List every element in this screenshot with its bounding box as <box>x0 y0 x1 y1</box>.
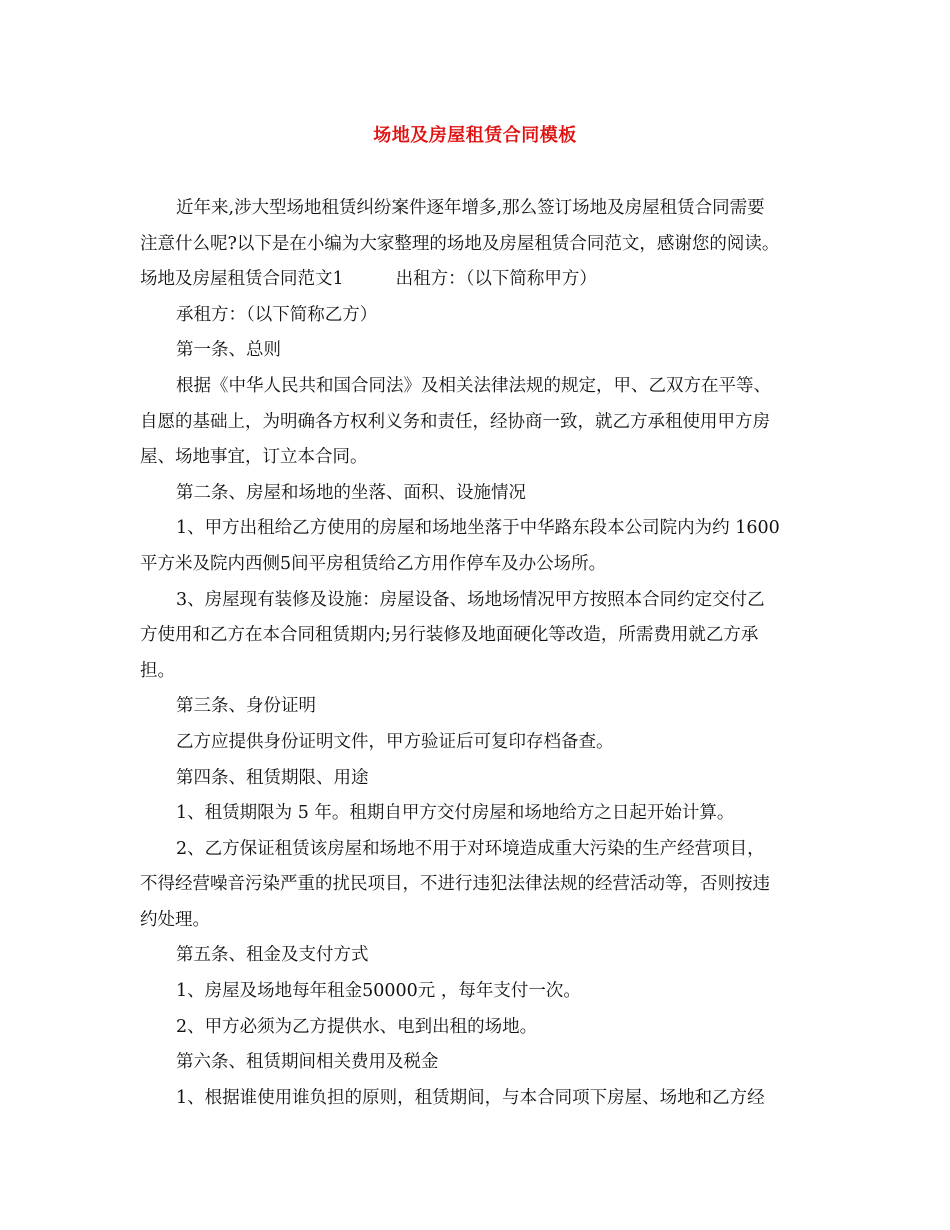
body-line: 屋、场地事宜，订立本合同。 <box>140 447 368 468</box>
section-heading: 第四条、租赁期限、用途 <box>176 767 369 788</box>
body-line: 3、房屋现有装修及设施：房屋设备、场地场情况甲方按照本合同约定交付乙 <box>176 589 765 610</box>
section-heading: 第五条、租金及支付方式 <box>176 945 369 966</box>
body-line: 承租方：（以下简称乙方） <box>176 304 378 325</box>
body-line: 根据《中华人民共和国合同法》及相关法律法规的规定，甲、乙双方在平等、 <box>176 375 771 396</box>
section-heading: 第六条、租赁期间相关费用及税金 <box>176 1052 439 1073</box>
document-body <box>140 191 815 1116</box>
body-line: 约处理。 <box>140 909 210 930</box>
body-line: 注意什么呢?以下是在小编为大家整理的场地及房屋租赁合同范文，感谢您的阅读。 <box>140 233 780 254</box>
document-title: 场地及房屋租赁合同模板 <box>373 125 577 146</box>
section-heading: 第二条、房屋和场地的坐落、面积、设施情况 <box>176 482 526 503</box>
body-line: 方使用和乙方在本合同租赁期内;另行装修及地面硬化等改造，所需费用就乙方承 <box>140 625 759 646</box>
body-line: 1、房屋及场地每年租金50000元 ，每年支付一次。 <box>176 981 581 1002</box>
body-line: 乙方应提供身份证明文件，甲方验证后可复印存档备查。 <box>176 731 614 752</box>
section-heading: 第一条、总则 <box>176 340 281 361</box>
body-line: 担。 <box>140 660 175 681</box>
body-line: 1、租赁期限为 5 年。租期自甲方交付房屋和场地给方之日起开始计算。 <box>176 803 735 824</box>
body-line-tail: 出租方：（以下简称甲方） <box>395 269 597 290</box>
body-line: 2、甲方必须为乙方提供水、电到出租的场地。 <box>176 1016 538 1037</box>
body-line: 自愿的基础上，为明确各方权利义务和责任，经协商一致，就乙方承租使用甲方房 <box>140 411 770 432</box>
body-line: 2、乙方保证租赁该房屋和场地不用于对环境造成重大污染的生产经营项目， <box>176 838 765 859</box>
body-line: 1、甲方出租给乙方使用的房屋和场地坐落于中华路东段本公司院内为约 1600 <box>176 518 780 539</box>
section-heading: 第三条、身份证明 <box>176 696 316 717</box>
body-line: 1、根据谁使用谁负担的原则，租赁期间，与本合同项下房屋、场地和乙方经 <box>176 1087 765 1108</box>
body-line <box>140 262 815 298</box>
body-line-head: 场地及房屋租赁合同范文1 <box>140 269 344 290</box>
body-line: 近年来,涉大型场地租赁纠纷案件逐年增多,那么签订场地及房屋租赁合同需要 <box>176 198 765 218</box>
body-line: 平方米及院内西侧5间平房租赁给乙方用作停车及办公场所。 <box>140 553 607 574</box>
body-line: 不得经营噪音污染严重的扰民项目，不进行违犯法律法规的经营活动等，否则按违 <box>140 874 770 895</box>
